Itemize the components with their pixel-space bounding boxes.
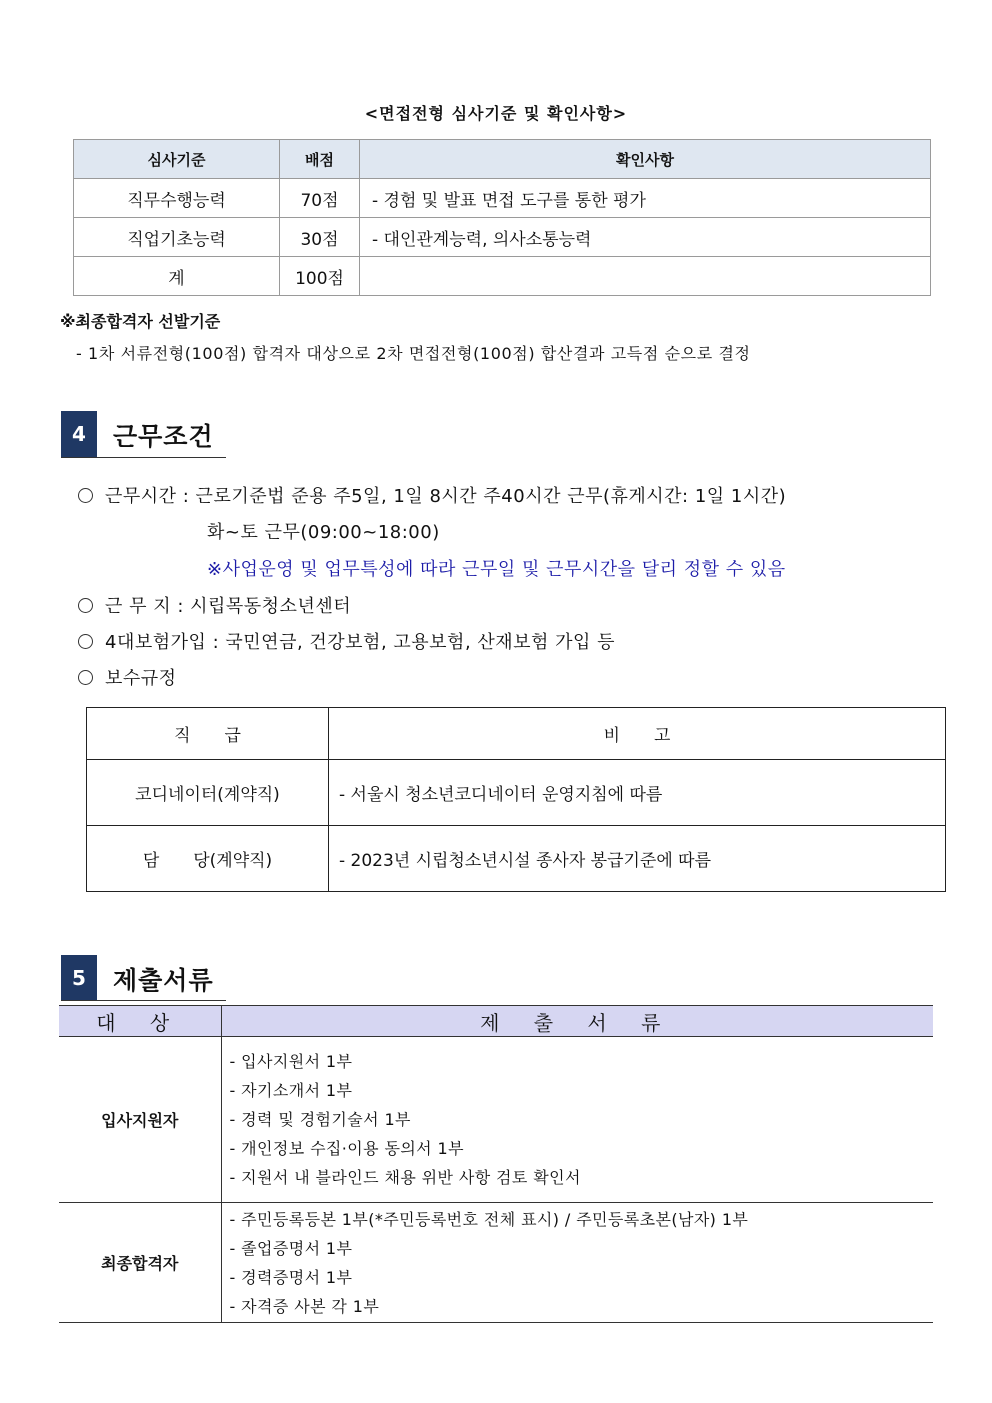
table-row [74, 257, 931, 296]
location-item [78, 592, 351, 618]
work-hours-item [78, 482, 786, 508]
pay-table [86, 707, 946, 892]
final-criteria-text: - 1차 서류전형(100점) 합격자 대상으로 2차 면접전형(100점) 합산결과 고득점 순으로 결정 [76, 344, 751, 363]
table-row [74, 179, 931, 218]
table-row [59, 1203, 933, 1323]
work-hours-note: ※사업운영 및 업무특성에 따라 근무일 및 근무시간을 달리 정할 수 있음 [207, 559, 786, 580]
work-hours-text: 근무시간 : 근로기준법 준용 주5일, 1일 8시간 주40시간 근무(휴게시간: 1일 1시간) [105, 486, 787, 507]
target-cell: 입사지원자 [59, 1037, 221, 1203]
col-header-criteria: 심사기준 [74, 140, 280, 179]
score-cell: 70점 [280, 179, 360, 218]
work-days-text: 화~토 근무(09:00~18:00) [207, 522, 440, 543]
table-row [87, 826, 946, 892]
final-criteria-title: ※최종합격자 선발기준 [60, 312, 221, 331]
documents-table [59, 1005, 933, 1323]
criteria-cell: 계 [74, 257, 280, 296]
list-item: - 자기소개서 1부 [229, 1081, 353, 1100]
documents-cell [221, 1203, 933, 1323]
list-item: - 지원서 내 블라인드 채용 위반 사항 검토 확인서 [229, 1168, 581, 1187]
pay-text: 보수규정 [105, 668, 177, 689]
table-row [59, 1037, 933, 1203]
location-text: 근 무 지 : 시립목동청소년센터 [105, 596, 352, 617]
list-item: - 경력증명서 1부 [229, 1267, 353, 1287]
check-cell: - 대인관계능력, 의사소통능력 [360, 218, 931, 257]
section-5-number: 5 [61, 955, 97, 1001]
circle-bullet-icon [78, 598, 93, 613]
circle-bullet-icon [78, 670, 93, 685]
interview-table-title: <면접전형 심사기준 및 확인사항> [364, 104, 628, 123]
list-item: - 경력 및 경험기술서 1부 [229, 1110, 411, 1129]
pay-item [78, 664, 177, 690]
list-item: - 개인정보 수집·이용 동의서 1부 [229, 1139, 464, 1158]
grade-cell: 코디네이터(계약직) [87, 760, 329, 826]
check-cell [360, 257, 931, 296]
criteria-cell: 직업기초능력 [74, 218, 280, 257]
score-cell: 100점 [280, 257, 360, 296]
list-item: - 입사지원서 1부 [229, 1052, 353, 1071]
interview-criteria-table [73, 139, 931, 296]
circle-bullet-icon [78, 488, 93, 503]
section-5-underline [61, 1000, 226, 1001]
criteria-cell: 직무수행능력 [74, 179, 280, 218]
insurance-text: 4대보험가입 : 국민연금, 건강보험, 고용보험, 산재보험 가입 등 [105, 632, 616, 653]
check-cell: - 경험 및 발표 면접 도구를 통한 평가 [360, 179, 931, 218]
section-4-underline [61, 457, 226, 458]
circle-bullet-icon [78, 634, 93, 649]
col-header-remark: 비 고 [329, 708, 946, 760]
documents-list [222, 1047, 934, 1192]
col-header-target: 대 상 [59, 1006, 221, 1037]
section-5-title: 제출서류 [113, 966, 214, 995]
list-item: - 주민등록등본 1부(*주민등록번호 전체 표시) / 주민등록초본(남자) 1부 [229, 1209, 749, 1229]
section-4-number: 4 [61, 411, 97, 457]
section-4-title: 근무조건 [113, 422, 214, 451]
table-row [74, 218, 931, 257]
col-header-score: 배점 [280, 140, 360, 179]
table-row [87, 760, 946, 826]
list-item: - 자격증 사본 각 1부 [229, 1296, 380, 1316]
documents-list [222, 1205, 934, 1321]
remark-cell: - 서울시 청소년코디네이터 운영지침에 따름 [329, 760, 946, 826]
list-item: - 졸업증명서 1부 [229, 1238, 353, 1258]
documents-cell [221, 1037, 933, 1203]
col-header-documents: 제 출 서 류 [221, 1006, 933, 1037]
score-cell: 30점 [280, 218, 360, 257]
col-header-grade: 직 급 [87, 708, 329, 760]
target-cell: 최종합격자 [59, 1203, 221, 1323]
grade-cell: 담 당(계약직) [87, 826, 329, 892]
insurance-item [78, 628, 615, 654]
col-header-check: 확인사항 [360, 140, 931, 179]
remark-cell: - 2023년 시립청소년시설 종사자 봉급기준에 따름 [329, 826, 946, 892]
